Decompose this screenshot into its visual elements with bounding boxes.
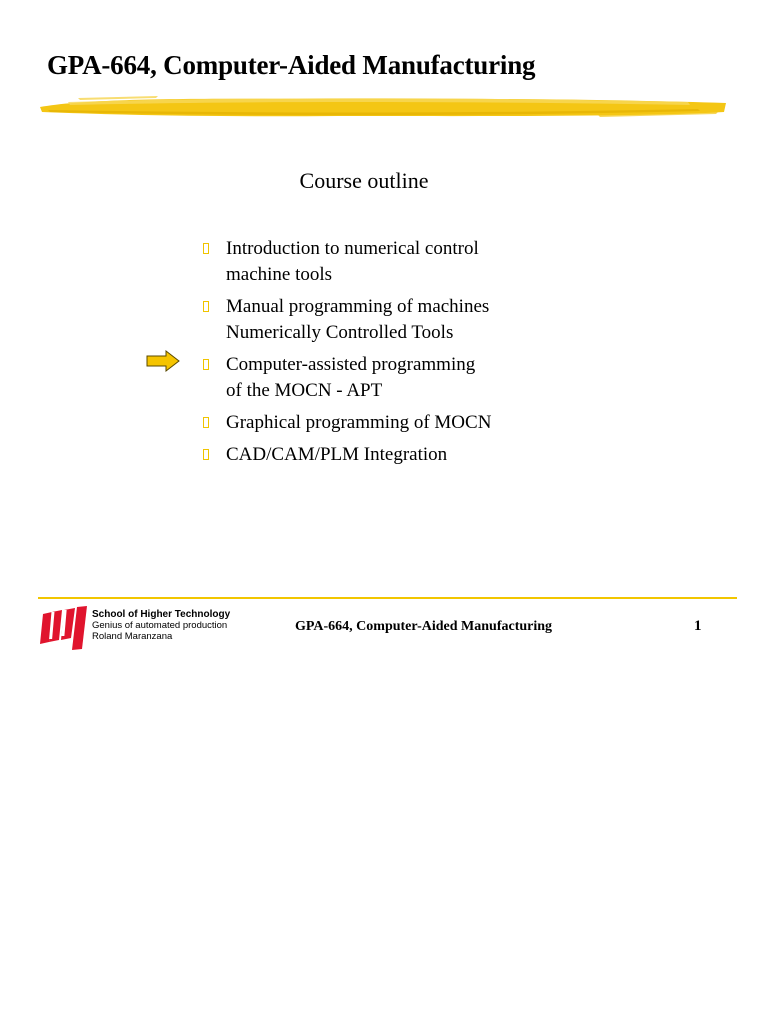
author-name: Roland Maranzana <box>92 631 173 642</box>
bullet-icon <box>203 301 209 312</box>
school-info <box>92 609 230 642</box>
slide-title: GPA-664, Computer-Aided Manufacturing <box>47 50 536 80</box>
title-underline-brushstroke <box>38 90 728 124</box>
footer-course-title: GPA-664, Computer-Aided Manufacturing <box>295 619 553 634</box>
list-item <box>200 410 530 436</box>
list-item-current <box>200 352 530 404</box>
slide-subtitle: Course outline <box>299 168 429 193</box>
list-item-line: of the MOCN - APT <box>226 380 383 401</box>
list-item-line: Numerically Controlled Tools <box>226 322 454 343</box>
bullet-icon <box>203 243 209 254</box>
bullet-icon <box>203 359 209 370</box>
bullet-icon <box>203 449 209 460</box>
school-name: School of Higher Technology <box>92 609 231 620</box>
footer-divider <box>38 597 737 599</box>
course-outline-list <box>200 236 530 474</box>
school-department: Genius of automated production <box>92 620 228 631</box>
page-number: 1 <box>694 618 702 634</box>
list-item-line: Manual programming of machines <box>226 296 490 317</box>
list-item-line: machine tools <box>226 264 333 285</box>
list-item-line: CAD/CAM/PLM Integration <box>226 444 448 465</box>
arrow-right-icon <box>146 350 180 372</box>
bullet-icon <box>203 417 209 428</box>
school-logo <box>40 606 88 650</box>
list-item-line: Graphical programming of MOCN <box>226 412 492 433</box>
list-item-line: Computer-assisted programming <box>226 354 476 375</box>
list-item <box>200 442 530 468</box>
list-item-line: Introduction to numerical control <box>226 238 479 259</box>
list-item <box>200 236 530 288</box>
list-item <box>200 294 530 346</box>
